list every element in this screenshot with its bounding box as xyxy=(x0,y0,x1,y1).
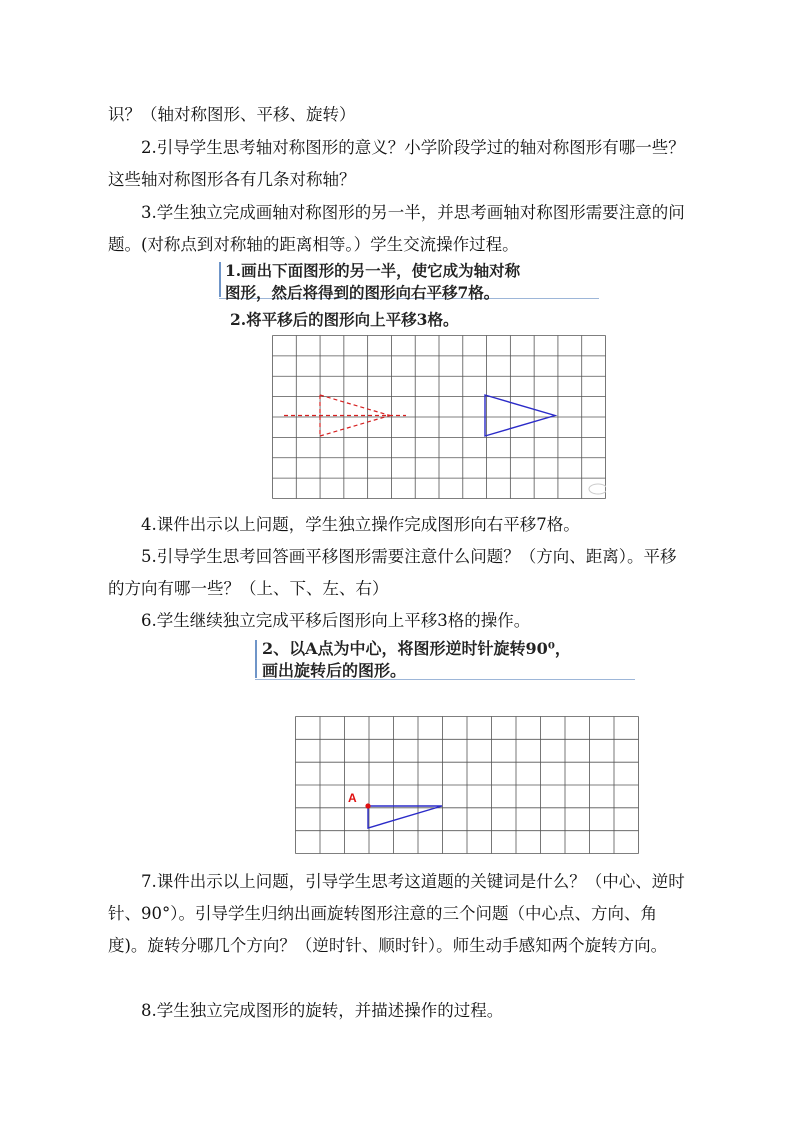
figure2-task-text: 2、以A点为中心，将图形逆时针旋转90⁰， 画出旋转后的图形。 xyxy=(262,639,571,680)
task-marker xyxy=(219,262,221,297)
rotation-triangle xyxy=(368,806,442,828)
point-a-label: A xyxy=(348,791,357,805)
center-point-a xyxy=(365,803,370,808)
paragraph-8: 8.学生独立完成图形的旋转，并描述操作的过程。 xyxy=(141,1001,504,1020)
paragraph-4: 4.课件出示以上问题，学生独立操作完成图形向右平移7格。 xyxy=(141,515,580,534)
figure1-task-text: 1.画出下面图形的另一半，使它成为轴对称 图形，然后将得到的图形向右平移7格。 xyxy=(225,261,521,302)
dashed-edge-bottom xyxy=(320,416,390,437)
figure1-task-text-2: 2.将平移后的图形向上平移3格。 xyxy=(230,310,459,329)
task-marker-2 xyxy=(255,640,257,678)
translation-grid xyxy=(272,335,606,499)
watermark-mark xyxy=(589,484,606,494)
paragraph-2: 2.引导学生思考轴对称图形的意义？小学阶段学过的轴对称图形有哪一些？这些轴对称图形各有几条对称轴？ xyxy=(108,138,685,189)
paragraph-3: 3.学生独立完成画轴对称图形的另一半，并思考画轴对称图形需要注意的问题。(对称点到对称轴的距离相等。）学生交流操作过程。 xyxy=(108,203,685,254)
paragraph-5: 5.引导学生思考回答画平移图形需要注意什么问题？（方向、距离）。平移的方向有哪一些？（上、下、左、右） xyxy=(108,547,677,598)
paragraph-1: 识？（轴对称图形、平移、旋转） xyxy=(108,105,356,124)
dashed-edge-top xyxy=(320,395,390,416)
dashed-symmetric-shape xyxy=(284,395,406,436)
translated-triangle xyxy=(485,395,555,436)
rotation-grid xyxy=(295,716,639,854)
paragraph-6: 6.学生继续独立完成平移后图形向上平移3格的操作。 xyxy=(141,611,531,630)
paragraph-7: 7.课件出示以上问题，引导学生思考这道题的关键词是什么？（中心、逆时针、90°）。引导学生归纳出画旋转图形注意的三个问题（中心点、方向、角度)。旋转分哪几个方向？（逆时针、顺时针）。师生动手感知两个旋转方向。 xyxy=(108,872,685,955)
